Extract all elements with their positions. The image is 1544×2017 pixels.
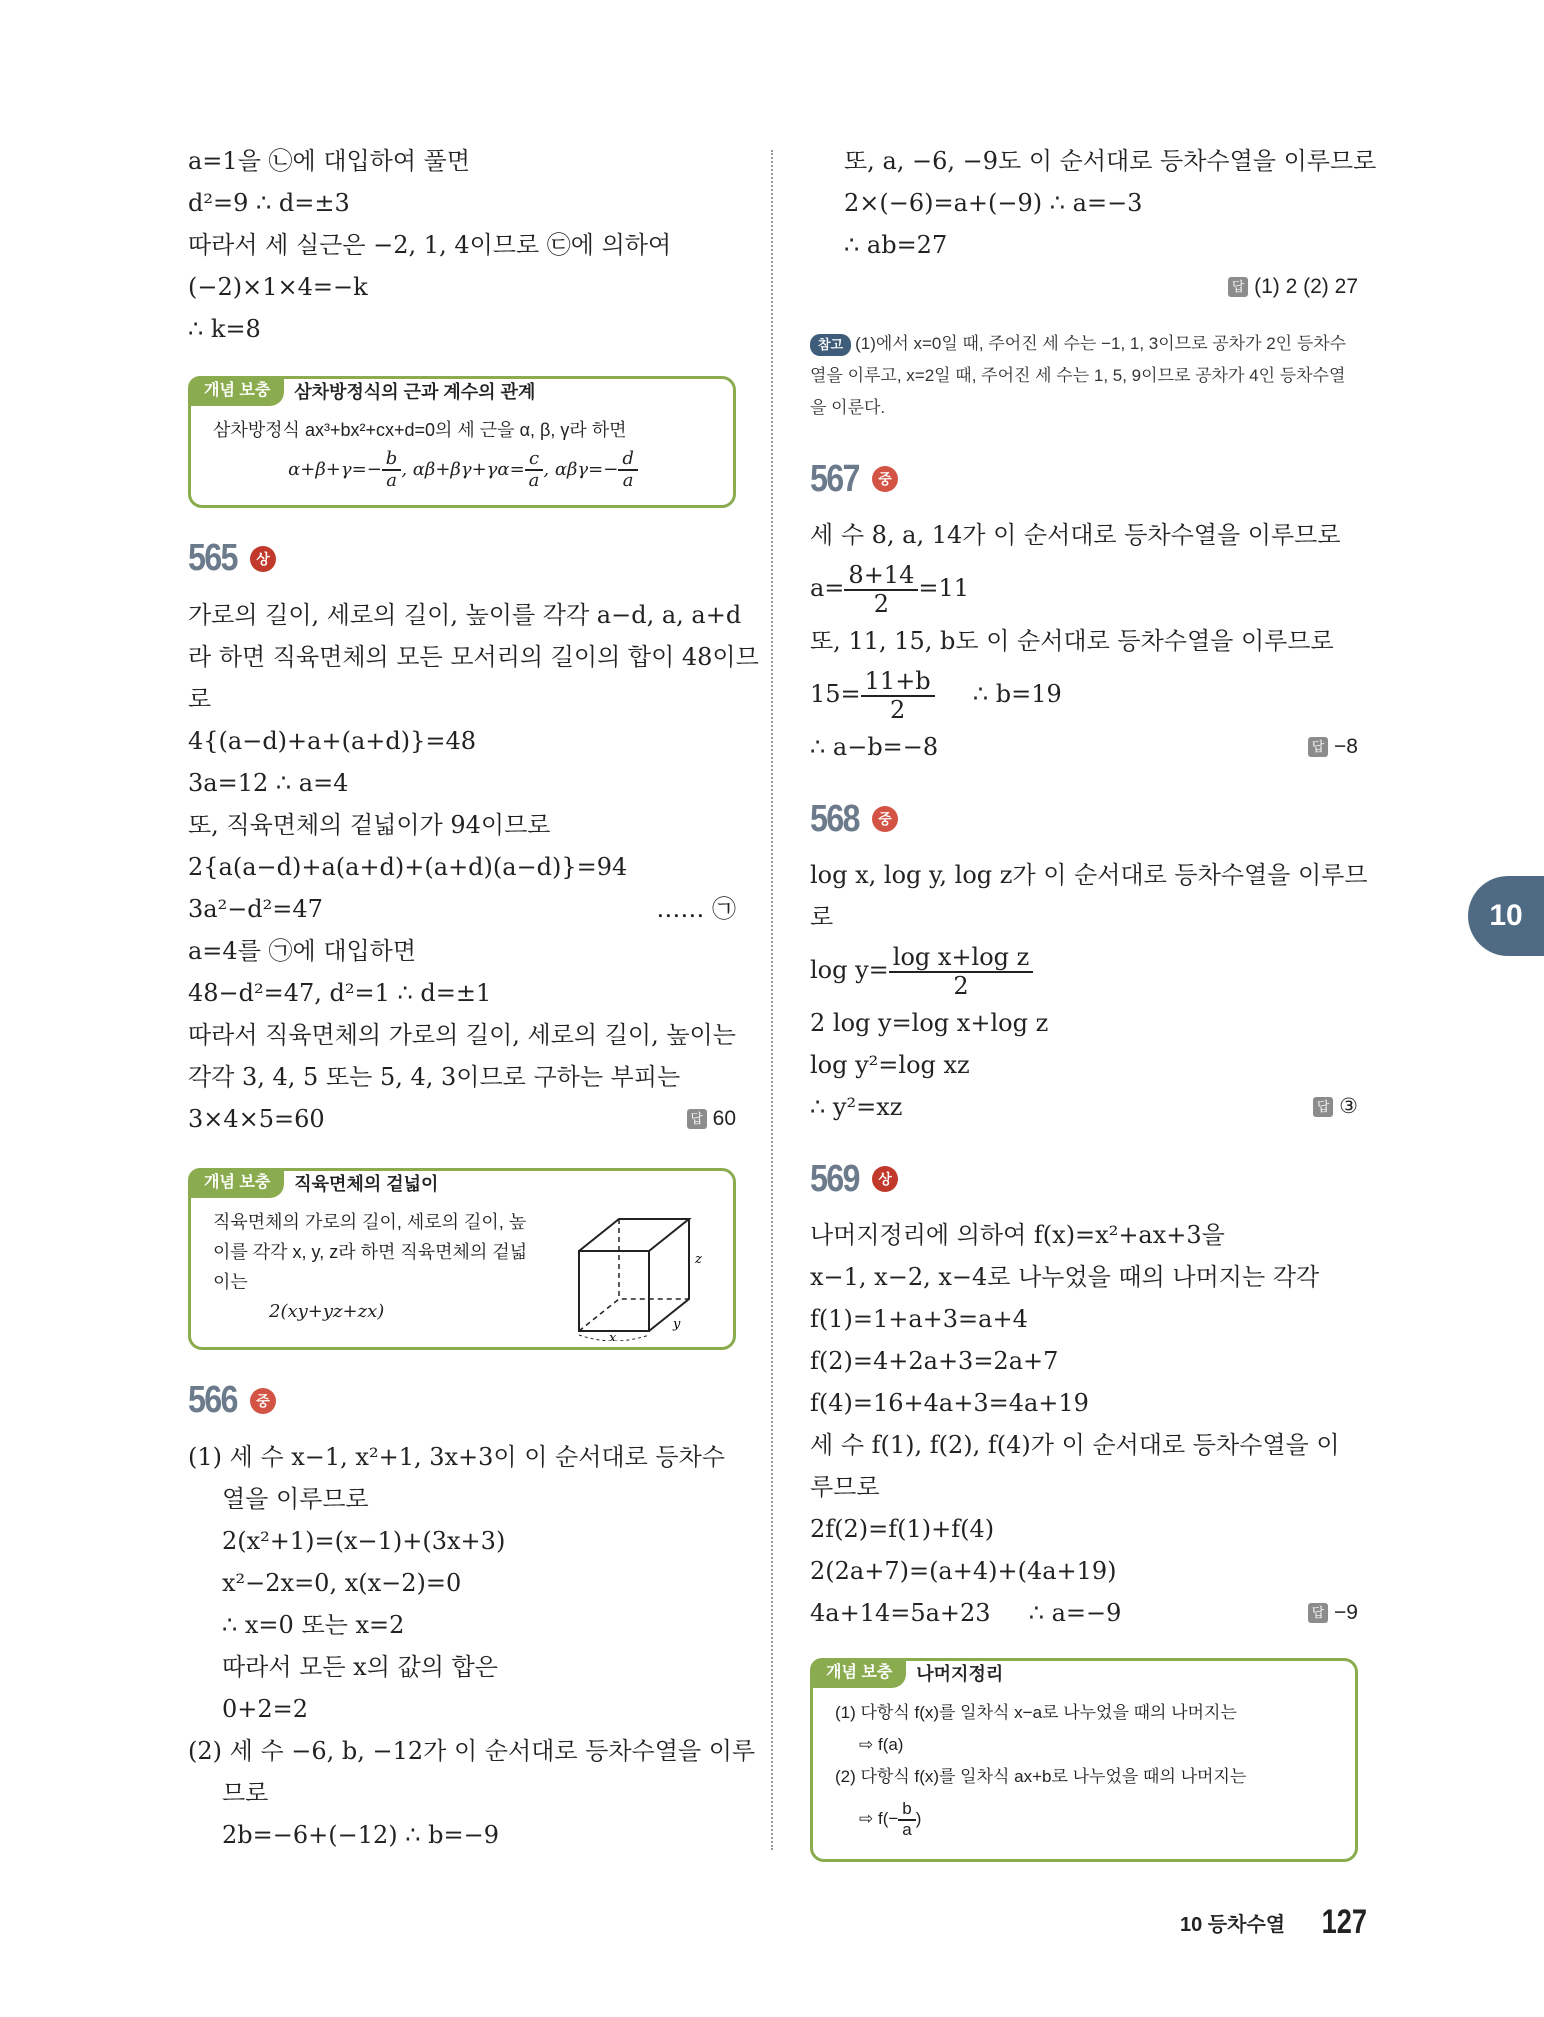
text-line: 2 log y=log x+log z [810, 1009, 1049, 1037]
text-line [810, 556, 1358, 620]
denominator: a [528, 469, 540, 491]
text-line: 2(x²+1)=(x−1)+(3x+3) [222, 1526, 506, 1555]
answer-value: 60 [712, 1106, 736, 1130]
column-divider [771, 150, 773, 1850]
concept-title: 직육면체의 겉넓이 [294, 1173, 439, 1194]
fraction [861, 668, 935, 723]
problem-number: 567 [810, 457, 859, 500]
equation-part: ∴ b=19 [934, 680, 1062, 708]
text-line: 0+2=2 [222, 1694, 309, 1723]
numerator: 8+14 [844, 562, 918, 590]
concept-title: 삼차방정식의 근과 계수의 관계 [294, 382, 536, 402]
text-line: 또, 직육면체의 겉넓이가 94이므로 [188, 810, 551, 839]
problem-header-567 [810, 452, 1358, 506]
fraction [898, 1800, 915, 1839]
note-tag: 참고 [810, 334, 851, 356]
text-line: a=1을 ㉡에 대입하여 풀면 [188, 147, 471, 175]
answer [687, 1098, 736, 1140]
reference-note [810, 328, 1358, 424]
text-line: f(1)=1+a+3=a+4 [810, 1305, 1028, 1333]
text-line: 또, 11, 15, b도 이 순서대로 등차수열을 이루므로 [810, 627, 1334, 655]
concept-formula [213, 449, 713, 491]
text-line: ∴ k=8 [188, 315, 261, 343]
equation: ∴ a−b=−8 [810, 733, 939, 761]
cube-label-x: x [609, 1330, 617, 1341]
chapter-tab: 10 [1468, 876, 1544, 956]
text-line: 2b=−6+(−12) ∴ b=−9 [222, 1820, 499, 1849]
text-line: 로 [188, 684, 212, 713]
text-line: 가로의 길이, 세로의 길이, 높이를 각각 a−d, a, a+d [188, 600, 742, 629]
concept-header [188, 1168, 438, 1198]
text-line: 2f(2)=f(1)+f(4) [810, 1515, 995, 1543]
text-line: 루므로 [810, 1473, 880, 1501]
text-line: 48−d²=47, d²=1 ∴ d=±1 [188, 978, 492, 1007]
numerator: b [898, 1800, 915, 1821]
difficulty-badge: 중 [250, 1388, 276, 1414]
text-line: a=4를 ㉠에 대입하면 [188, 936, 417, 965]
text-line [810, 662, 1358, 726]
text-line: 4{(a−d)+a+(a+d)}=48 [188, 726, 476, 755]
equation-part: log y= [810, 956, 889, 984]
text-line: 나머지정리에 의하여 f(x)=x²+ax+3을 [810, 1221, 1225, 1249]
text-line: 따라서 세 실근은 −2, 1, 4이므로 ㉢에 의하여 [188, 231, 672, 259]
concept-formula: 2(xy+yz+zx) [269, 1300, 385, 1322]
equation-part: =11 [918, 574, 969, 602]
text-line: 2×(−6)=a+(−9) ∴ a=−3 [844, 189, 1143, 217]
concept-tag: 개념 보충 [188, 376, 284, 406]
text-line: ∴ x=0 또는 x=2 [222, 1610, 405, 1639]
difficulty-badge: 중 [872, 466, 898, 492]
fraction [618, 449, 638, 491]
text-line: f(4)=16+4a+3=4a+19 [810, 1389, 1089, 1417]
concept-body: 삼차방정식 ax³+bx²+cx+d=0의 세 근을 α, β, γ라 하면 [213, 420, 627, 440]
text-line: log y²=log xz [810, 1051, 970, 1079]
answer-value: (1) 2 (2) 27 [1254, 275, 1358, 298]
difficulty-badge: 상 [250, 546, 276, 572]
problem-header-569 [810, 1152, 1358, 1206]
formula-part: ⇨ f(− [859, 1809, 899, 1828]
answer-label: 답 [1308, 737, 1328, 757]
problem-number: 569 [810, 1157, 859, 1200]
answer-label: 답 [687, 1109, 707, 1129]
text-line [810, 726, 1358, 768]
text-line: 열을 이루므로 [222, 1484, 369, 1513]
equation: ∴ y²=xz [810, 1093, 903, 1121]
answer [1228, 266, 1358, 308]
text-line: 세 수 8, a, 14가 이 순서대로 등차수열을 이루므로 [810, 521, 1341, 549]
concept-box-remainder-theorem [810, 1658, 1358, 1862]
numerator: d [618, 449, 638, 471]
concept-header [810, 1658, 1003, 1688]
concept-tag: 개념 보충 [810, 1658, 906, 1688]
problem-header-568 [810, 792, 1358, 846]
concept-body [213, 1207, 563, 1327]
answer-label: 답 [1313, 1097, 1333, 1117]
text-line: 3a=12 ∴ a=4 [188, 768, 349, 797]
footer-chapter: 10 등차수열 [1180, 1914, 1286, 1936]
cuboid-diagram [569, 1211, 709, 1341]
text-line: 각각 3, 4, 5 또는 5, 4, 3이므로 구하는 부피는 [188, 1062, 681, 1091]
formula-part: , αβγ=− [543, 458, 619, 480]
note-text: (1)에서 x=0일 때, 주어진 세 수는 −1, 1, 3이므로 공차가 2인 등차수열을 이루고, x=2일 때, 주어진 세 수는 1, 5, 9이므로 공차가 4인 등차수열을 이룬다. [810, 334, 1347, 417]
problem-number: 565 [188, 537, 237, 580]
denominator: a [622, 469, 634, 491]
page-number: 127 [1321, 1903, 1367, 1941]
concept-tag: 개념 보충 [188, 1168, 284, 1198]
text-line: 므로 [222, 1778, 269, 1807]
numerator: 11+b [861, 668, 935, 696]
text-line: 라 하면 직육면체의 모든 모서리의 길이의 합이 48이므 [188, 642, 759, 671]
text-line: f(2)=4+2a+3=2a+7 [810, 1347, 1059, 1375]
difficulty-badge: 상 [872, 1166, 898, 1192]
equation-mark: …… ㉠ [656, 894, 736, 923]
text-line [810, 1086, 1358, 1128]
fraction [889, 944, 1034, 999]
denominator: 2 [953, 971, 969, 1000]
answer-label: 답 [1308, 1603, 1328, 1623]
text-line: ∴ ab=27 [844, 231, 948, 259]
equation: 3×4×5=60 [188, 1104, 325, 1133]
left-column [188, 140, 759, 1856]
answer [1308, 1592, 1358, 1634]
equation: 3a²−d²=47 [188, 894, 323, 923]
text-line [810, 1592, 1358, 1634]
concept-box-surface-area [188, 1168, 736, 1350]
text-line: d²=9 ∴ d=±3 [188, 189, 350, 217]
denominator: 2 [890, 695, 906, 724]
answer-value: ③ [1339, 1095, 1358, 1118]
concept-line: (1) 다항식 f(x)를 일차식 x−a로 나누었을 때의 나머지는 [835, 1703, 1237, 1722]
cube-label-z: z [695, 1251, 702, 1267]
text-line: x²−2x=0, x(x−2)=0 [222, 1568, 462, 1597]
text-line: x−1, x−2, x−4로 나누었을 때의 나머지는 각각 [810, 1263, 1320, 1291]
problem-number: 566 [188, 1379, 237, 1422]
answer-value: −8 [1334, 735, 1358, 758]
concept-body [835, 1697, 1335, 1845]
concept-box-cubic-roots [188, 376, 736, 508]
text-line [188, 1098, 736, 1140]
fraction [844, 562, 918, 617]
difficulty-badge: 중 [872, 806, 898, 832]
equation-part: a= [810, 574, 845, 602]
denominator: 2 [873, 589, 890, 618]
numerator: c [525, 449, 544, 471]
answer-label: 답 [1228, 277, 1248, 297]
denominator: a [902, 1819, 912, 1839]
text-line: (−2)×1×4=−k [188, 273, 368, 301]
equation-part: 15= [810, 680, 861, 708]
concept-line: 이는 [213, 1271, 248, 1292]
answer-value: −9 [1334, 1601, 1358, 1624]
text-line: 따라서 직육면체의 가로의 길이, 세로의 길이, 높이는 [188, 1020, 736, 1049]
text-line [810, 938, 1358, 1002]
text-line: 또, a, −6, −9도 이 순서대로 등차수열을 이루므로 [844, 147, 1377, 175]
concept-line [835, 1793, 1335, 1845]
denominator: a [386, 469, 397, 491]
answer-line [810, 266, 1358, 308]
formula-part: α+β+γ=− [288, 458, 382, 480]
text-line: log x, log y, log z가 이 순서대로 등차수열을 이루므 [810, 861, 1368, 889]
text-line: (2) 세 수 −6, b, −12가 이 순서대로 등차수열을 이루 [188, 1736, 756, 1765]
problem-number: 568 [810, 797, 859, 840]
fraction [525, 449, 544, 491]
text-line: 따라서 모든 x의 값의 합은 [222, 1652, 498, 1681]
numerator: log x+log z [889, 944, 1034, 972]
concept-header [188, 376, 535, 406]
concept-line: 이를 각각 x, y, z라 하면 직육면체의 겉넓 [213, 1241, 528, 1262]
numerator: b [382, 449, 402, 471]
cube-label-y: y [673, 1316, 681, 1332]
text-line: 로 [810, 903, 834, 931]
problem-header-566 [188, 1374, 736, 1428]
concept-line: ⇨ f(a) [859, 1735, 904, 1754]
concept-line: (2) 다항식 f(x)를 일차식 ax+b로 나누었을 때의 나머지는 [835, 1767, 1247, 1786]
text-line: 세 수 f(1), f(2), f(4)가 이 순서대로 등차수열을 이 [810, 1431, 1340, 1459]
concept-title: 나머지정리 [916, 1664, 1004, 1684]
text-line: 2{a(a−d)+a(a+d)+(a+d)(a−d)}=94 [188, 852, 628, 881]
text-line [188, 888, 736, 930]
text-line: 2(2a+7)=(a+4)+(4a+19) [810, 1557, 1117, 1585]
answer [1308, 726, 1358, 768]
equation: 4a+14=5a+23 ∴ a=−9 [810, 1599, 1122, 1627]
page-footer [1180, 1903, 1372, 1942]
answer [1313, 1086, 1358, 1128]
formula-part: , αβ+βγ+γα= [401, 458, 525, 480]
text-line: (1) 세 수 x−1, x²+1, 3x+3이 이 순서대로 등차수 [188, 1442, 725, 1471]
right-column [810, 140, 1377, 1884]
concept-line: 직육면체의 가로의 길이, 세로의 길이, 높 [213, 1211, 527, 1232]
fraction [382, 449, 402, 491]
problem-header-565 [188, 532, 736, 586]
formula-part: ) [915, 1809, 922, 1828]
